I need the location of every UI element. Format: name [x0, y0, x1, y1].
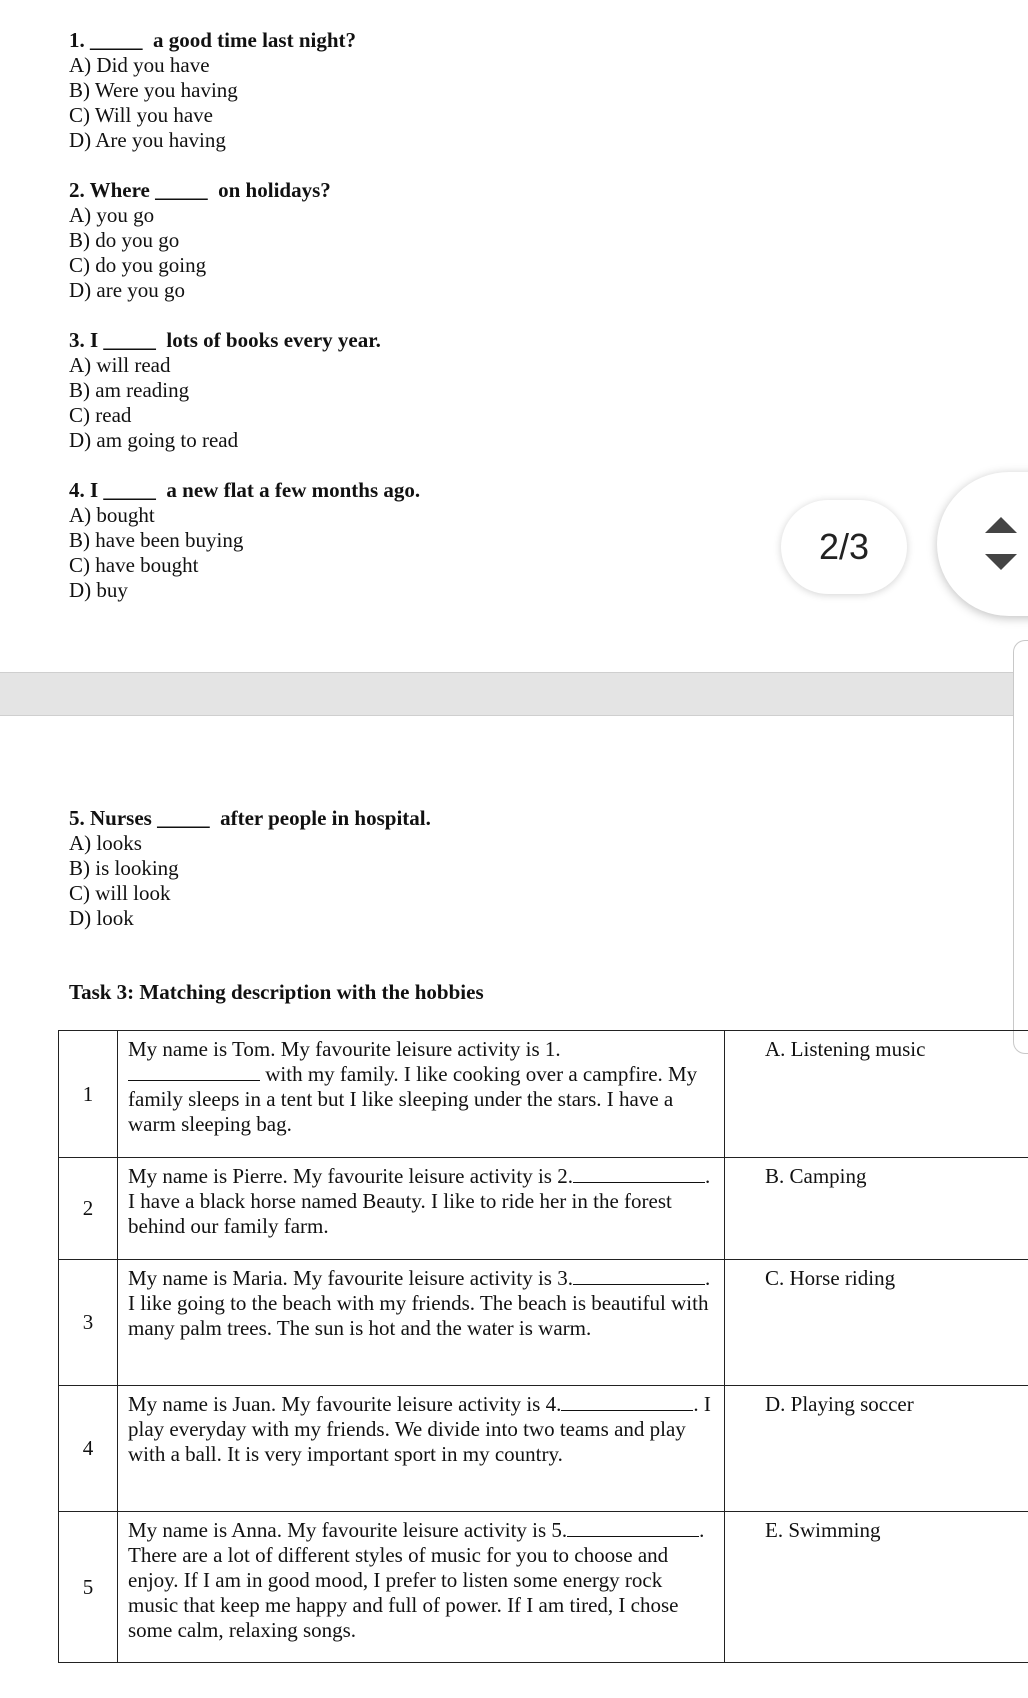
page-indicator: 2/3: [781, 500, 907, 594]
option-a: A) looks: [69, 831, 142, 855]
description-text: with my family. I like cooking over a campfire. My family sleeps in a tent but I like sleeping under the stars. I have a warm sleeping bag.: [128, 1062, 698, 1136]
description-text: My name is Pierre. My favourite leisure activity is 2.: [128, 1164, 573, 1188]
row-description: [118, 1158, 725, 1260]
option-d: D) Are you having: [69, 128, 226, 152]
table-row: [59, 1031, 1028, 1158]
answer-blank: [561, 1392, 693, 1411]
question-5: [69, 806, 431, 931]
question-stem: 2. Where _____ on holidays?: [69, 178, 331, 202]
option-label: B. Camping: [765, 1164, 867, 1188]
option-b: B) do you go: [69, 228, 180, 252]
option-c: C) Will you have: [69, 103, 213, 127]
description-text: . I have a black horse named Beauty. I like to ride her in the forest behind our family farm.: [128, 1164, 711, 1238]
row-description: [118, 1031, 725, 1158]
option-d: D) buy: [69, 578, 128, 602]
option-c: C) have bought: [69, 553, 199, 577]
answer-blank: [128, 1062, 260, 1081]
option-c: C) do you going: [69, 253, 207, 277]
option-a: A) Did you have: [69, 53, 210, 77]
row-number: 2: [59, 1158, 118, 1260]
row-description: [118, 1386, 725, 1512]
option-c: C) read: [69, 403, 132, 427]
row-number: 1: [59, 1031, 118, 1158]
question-stem: 3. I _____ lots of books every year.: [69, 328, 381, 352]
row-option: [725, 1158, 1028, 1260]
description-text: My name is Tom. My favourite leisure activity is 1.: [128, 1037, 561, 1061]
answer-blank: [573, 1266, 705, 1285]
table-row: [59, 1512, 1028, 1663]
option-d: D) are you go: [69, 278, 186, 302]
option-label: D. Playing soccer: [765, 1392, 914, 1416]
option-label: E. Swimming: [765, 1518, 881, 1542]
description-text: My name is Anna. My favourite leisure activity is 5.: [128, 1518, 568, 1542]
option-a: A) bought: [69, 503, 155, 527]
table-row: [59, 1260, 1028, 1386]
option-d: D) look: [69, 906, 134, 930]
description-text: . I like going to the beach with my friends. The beach is beautiful with many palm trees. The sun is hot and the water is warm.: [128, 1266, 711, 1340]
option-label: A. Listening music: [765, 1037, 926, 1061]
option-b: B) Were you having: [69, 78, 238, 102]
row-option: [725, 1386, 1028, 1512]
row-number: 3: [59, 1260, 118, 1386]
row-number: 4: [59, 1386, 118, 1512]
question-4: [69, 478, 420, 603]
option-c: C) will look: [69, 881, 171, 905]
option-b: B) is looking: [69, 856, 179, 880]
question-1: [69, 28, 356, 153]
answer-blank: [573, 1164, 705, 1183]
arrow-up-icon[interactable]: [985, 517, 1017, 533]
option-b: B) have been buying: [69, 528, 244, 552]
description-text: My name is Juan. My favourite leisure activity is 4.: [128, 1392, 562, 1416]
question-3: [69, 328, 381, 453]
question-stem: 5. Nurses _____ after people in hospital.: [69, 806, 431, 830]
description-text: My name is Maria. My favourite leisure activity is 3.: [128, 1266, 573, 1290]
task-title: Task 3: Matching description with the hobbies: [69, 980, 484, 1004]
page-nav: [937, 472, 1028, 616]
description-text: . There are a lot of different styles of music for you to choose and enjoy. If I am in good mood, I prefer to listen some energy rock music that keep me happy and full of power. If I am tired, I chose some calm, relaxing songs.: [128, 1518, 705, 1642]
row-option: [725, 1260, 1028, 1386]
row-description: [118, 1512, 725, 1663]
description-text: . I play everyday with my friends. We divide into two teams and play with a ball. It is very important sport in my country.: [128, 1392, 711, 1466]
answer-blank: [567, 1518, 699, 1537]
option-a: A) will read: [69, 353, 171, 377]
arrow-down-icon[interactable]: [985, 554, 1017, 570]
page-separator: [0, 672, 1028, 716]
option-label: C. Horse riding: [765, 1266, 896, 1290]
row-number: 5: [59, 1512, 118, 1663]
table-row: [59, 1158, 1028, 1260]
question-stem: 4. I _____ a new flat a few months ago.: [69, 478, 421, 502]
question-2: [69, 178, 331, 303]
question-stem: 1. _____ a good time last night?: [69, 28, 357, 52]
row-option: [725, 1031, 1028, 1158]
scrollbar[interactable]: [1013, 640, 1028, 1054]
row-option: [725, 1512, 1028, 1663]
option-a: A) you go: [69, 203, 155, 227]
row-description: [118, 1260, 725, 1386]
option-b: B) am reading: [69, 378, 190, 402]
option-d: D) am going to read: [69, 428, 239, 452]
matching-table: [58, 1030, 1028, 1663]
table-row: [59, 1386, 1028, 1512]
